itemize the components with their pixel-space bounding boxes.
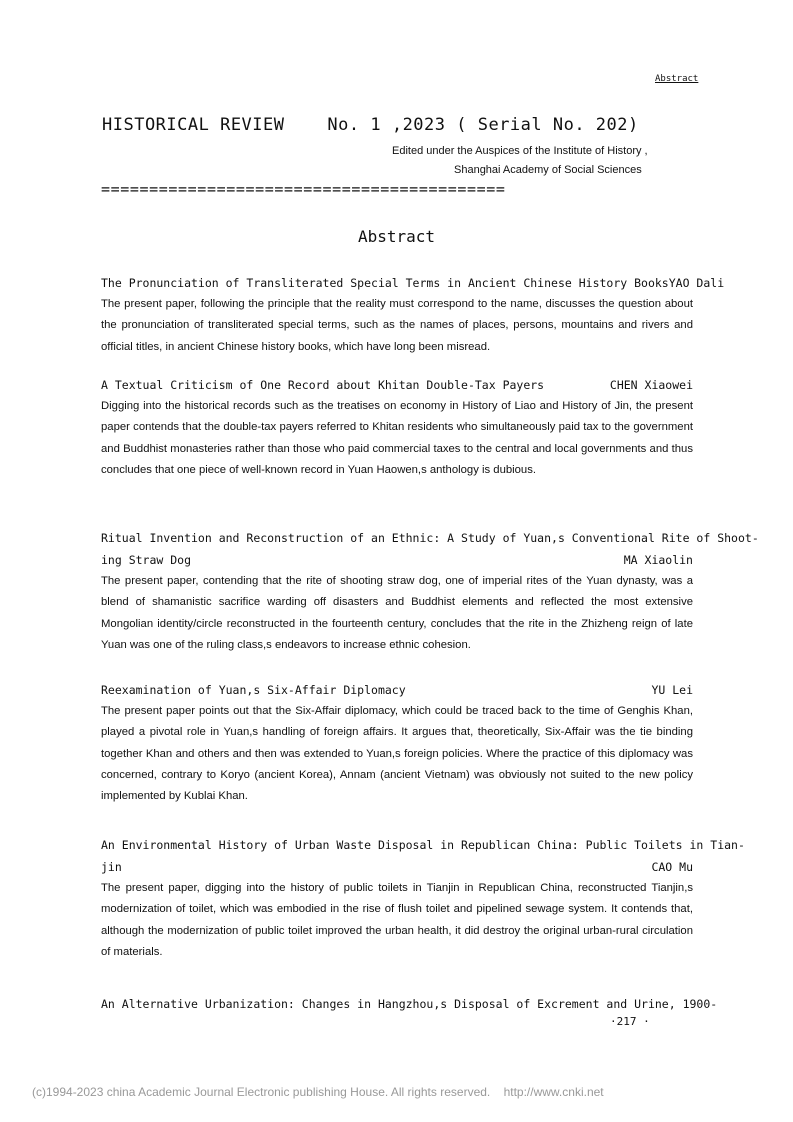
article-title-row-2 <box>101 549 693 571</box>
article-title: A Textual Criticism of One Record about Khitan Double-Tax Payers <box>101 378 545 392</box>
editor-line-2: Shanghai Academy of Social Sciences <box>454 164 642 176</box>
article-title-line-2: ing Straw Dog <box>101 553 192 567</box>
article-6 <box>101 993 718 1015</box>
separator-rule: ========================================== <box>101 180 506 198</box>
article-title-line-2: jin <box>101 860 122 874</box>
article-abstract: The present paper, digging into the history of public toilets in Tianjin in Republican China, reconstructed Tianjin,s modernization of toilet, which was embodied in the rise of flush toilet and pipelined sewage system. It contends that, although the modernization of public toilet improved the urban health, it did destroy the original urban-rural circulation of materials. <box>101 882 693 958</box>
article-author: YAO Dali <box>668 276 725 290</box>
article-1 <box>101 272 725 358</box>
page-number: ·217 · <box>610 1015 650 1028</box>
section-title-text: Abstract <box>357 227 436 246</box>
article-title: The Pronunciation of Transliterated Special Terms in Ancient Chinese History Books <box>101 276 669 290</box>
section-title <box>0 227 793 246</box>
article-title-row <box>101 993 718 1015</box>
article-title-row <box>101 272 725 294</box>
article-title-row <box>101 679 693 701</box>
article-title-line-1: An Environmental History of Urban Waste Disposal in Republican China: Public Toilets in Tian- <box>101 838 745 852</box>
article-title-line-1: Ritual Invention and Reconstruction of an Ethnic: A Study of Yuan,s Conventional Rite of Shoot- <box>101 531 759 545</box>
article-title-row-1 <box>101 834 745 856</box>
article-5 <box>101 834 745 963</box>
copyright-footer: (c)1994-2023 china Academic Journal Electronic publishing House. All rights reserved. http://www.cnki.net <box>32 1085 604 1099</box>
article-author: CAO Mu <box>651 860 693 874</box>
article-abstract: The present paper, contending that the rite of shooting straw dog, one of imperial rites of the Yuan dynasty, was a blend of shamanistic sacrifice warding off disasters and Buddhist elements and reflected the most extensive Mongolian identity/circle reconstructed in the fourteenth century, concludes that the rite in the Zhizheng reign of late Yuan was one of the ruling class,s endeavors to increase ethnic cohesion. <box>101 575 693 651</box>
article-author: YU Lei <box>651 683 693 697</box>
article-title: An Alternative Urbanization: Changes in Hangzhou,s Disposal of Excrement and Urine, 1900- <box>101 997 718 1011</box>
article-title: Reexamination of Yuan,s Six-Affair Diplomacy <box>101 683 406 697</box>
article-abstract: The present paper, following the principle that the reality must correspond to the name, discusses the question about the pronunciation of transliterated special terms, such as the names of places, persons, mountains and rivers and official titles, in ancient Chinese history books, which have long been misread. <box>101 298 693 353</box>
article-3 <box>101 527 759 656</box>
article-title-row-1 <box>101 527 759 549</box>
article-title-row-2 <box>101 856 693 878</box>
running-head: Abstract <box>655 74 699 84</box>
article-author: CHEN Xiaowei <box>609 378 693 392</box>
editor-line-1: Edited under the Auspices of the Institute of History , <box>392 145 648 157</box>
journal-line: HISTORICAL REVIEW No. 1 ,2023 ( Serial No. 202) <box>102 115 639 135</box>
article-author: MA Xiaolin <box>623 553 693 567</box>
article-2 <box>101 374 693 481</box>
article-4 <box>101 679 693 807</box>
article-title-row <box>101 374 693 396</box>
article-abstract: Digging into the historical records such as the treatises on economy in History of Liao and History of Jin, the present paper contends that the double-tax payers referred to Khitan residents who simultaneously paid tax to the government and Buddhist monasteries rather than those who paid commercial taxes to the central and local governments and thus concludes that one piece of well-known record in Yuan Haowen,s anthology is dubious. <box>101 400 693 476</box>
article-abstract: The present paper points out that the Six-Affair diplomacy, which could be traced back to the time of Genghis Khan, played a pivotal role in Yuan,s handling of foreign affairs. It argues that, theoretically, Six-Affair was the tie binding together Khan and others and then was extended to Yuan,s foreign policies. Where the practice of this diplomacy was concerned, contrary to Koryo (ancient Korea), Annam (ancient Vietnam) was obviously not suited to the new policy implemented by Kublai Khan. <box>101 705 693 803</box>
